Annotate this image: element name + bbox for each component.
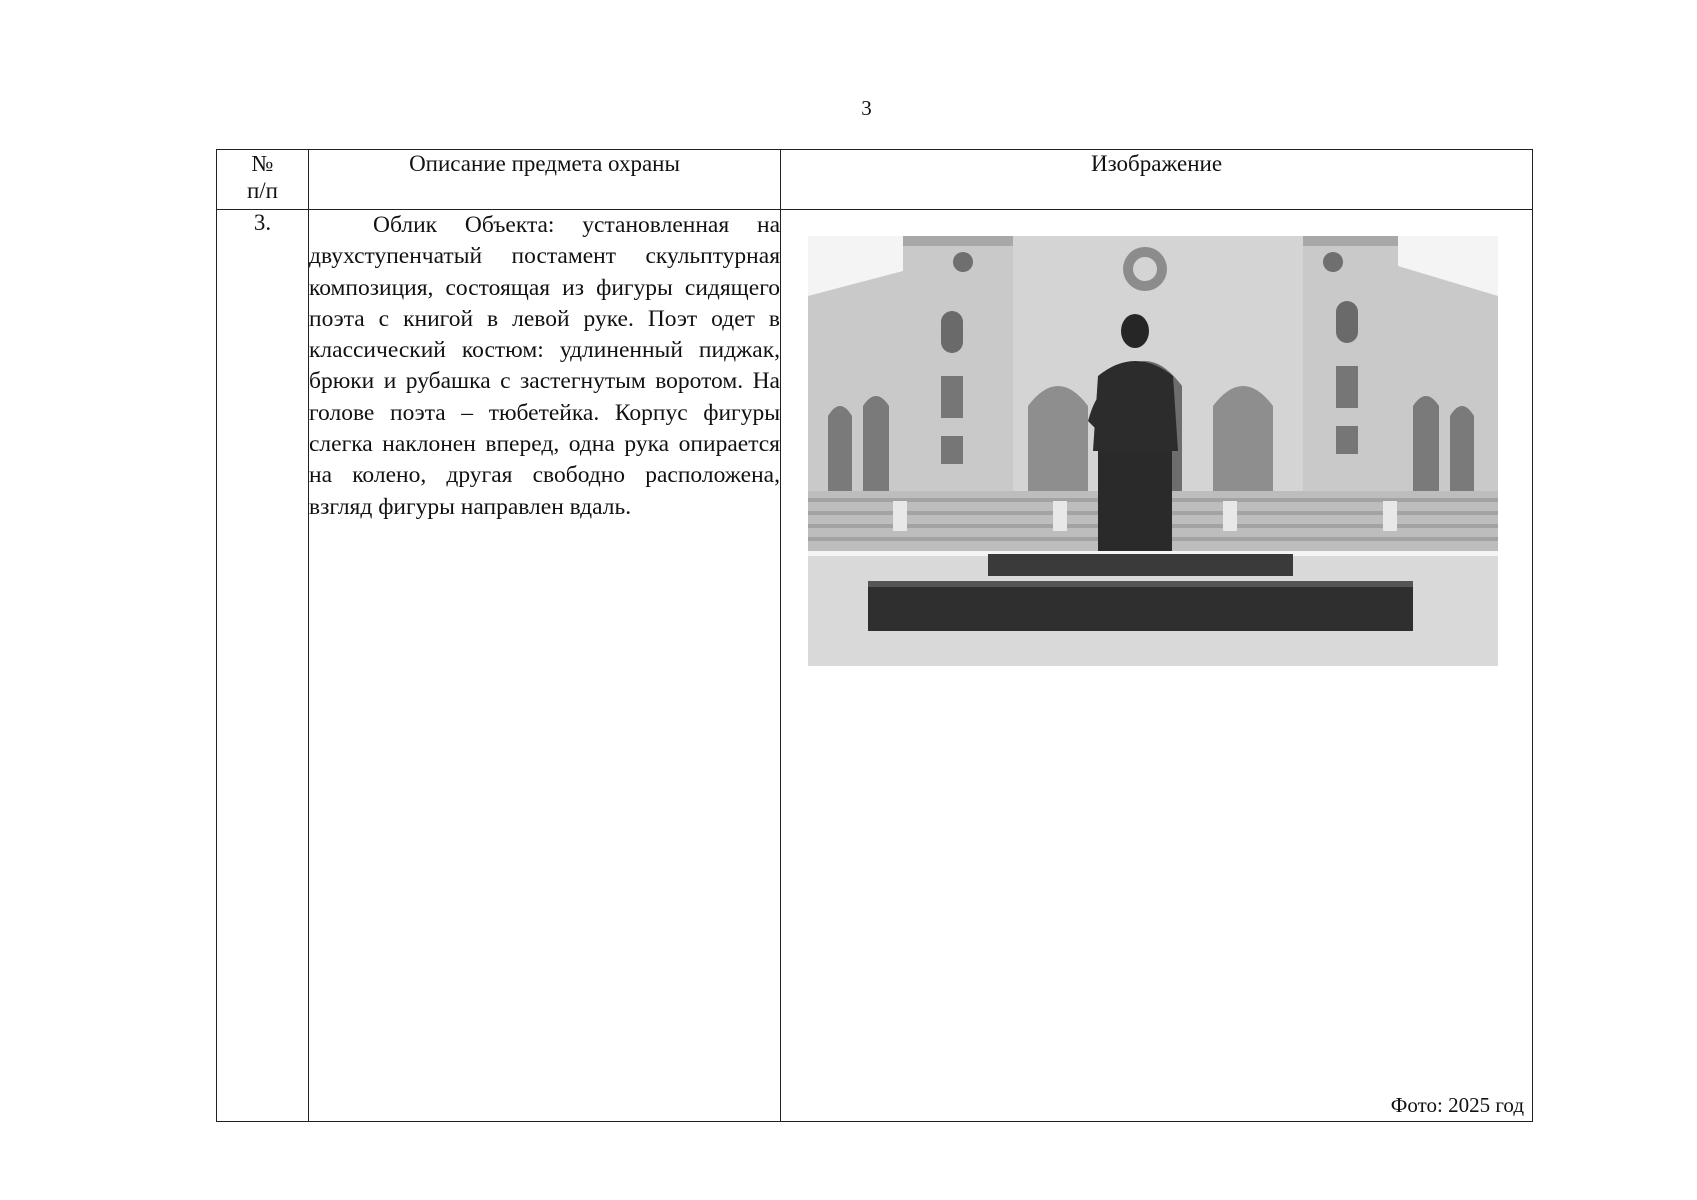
page-number: 3: [861, 96, 872, 120]
header-number: [217, 150, 309, 210]
row-description: Облик Объекта: установленная на двухступенчатый постамент скульптурная композиция, состоящая из фигуры сидящего поэта с книгой в левой руке. Поэт одет в классический костюм: удлиненный пиджак, брюки и рубашка с застегнутым воротом. На голове поэта – тюбетейка. Корпус фигуры слегка наклонен вперед, одна рука опирается на колено, другая свободно расположена, взгляд фигуры направлен вдаль.: [309, 212, 780, 520]
header-description: Описание предмета охраны: [309, 150, 781, 210]
row-description-cell: [309, 210, 781, 1122]
header-number-line1: №: [251, 151, 274, 176]
photo-caption: Фото: 2025 год: [1390, 1093, 1524, 1117]
row-number: 3.: [217, 210, 309, 1122]
header-image: Изображение: [781, 150, 1533, 210]
header-number-line2: п/п: [246, 178, 278, 203]
table-header-row: [217, 150, 1533, 210]
protected-object-table: [216, 149, 1533, 1122]
table-row: [217, 210, 1533, 1122]
monument-photo: [808, 236, 1498, 666]
row-image-cell: [781, 210, 1533, 1122]
